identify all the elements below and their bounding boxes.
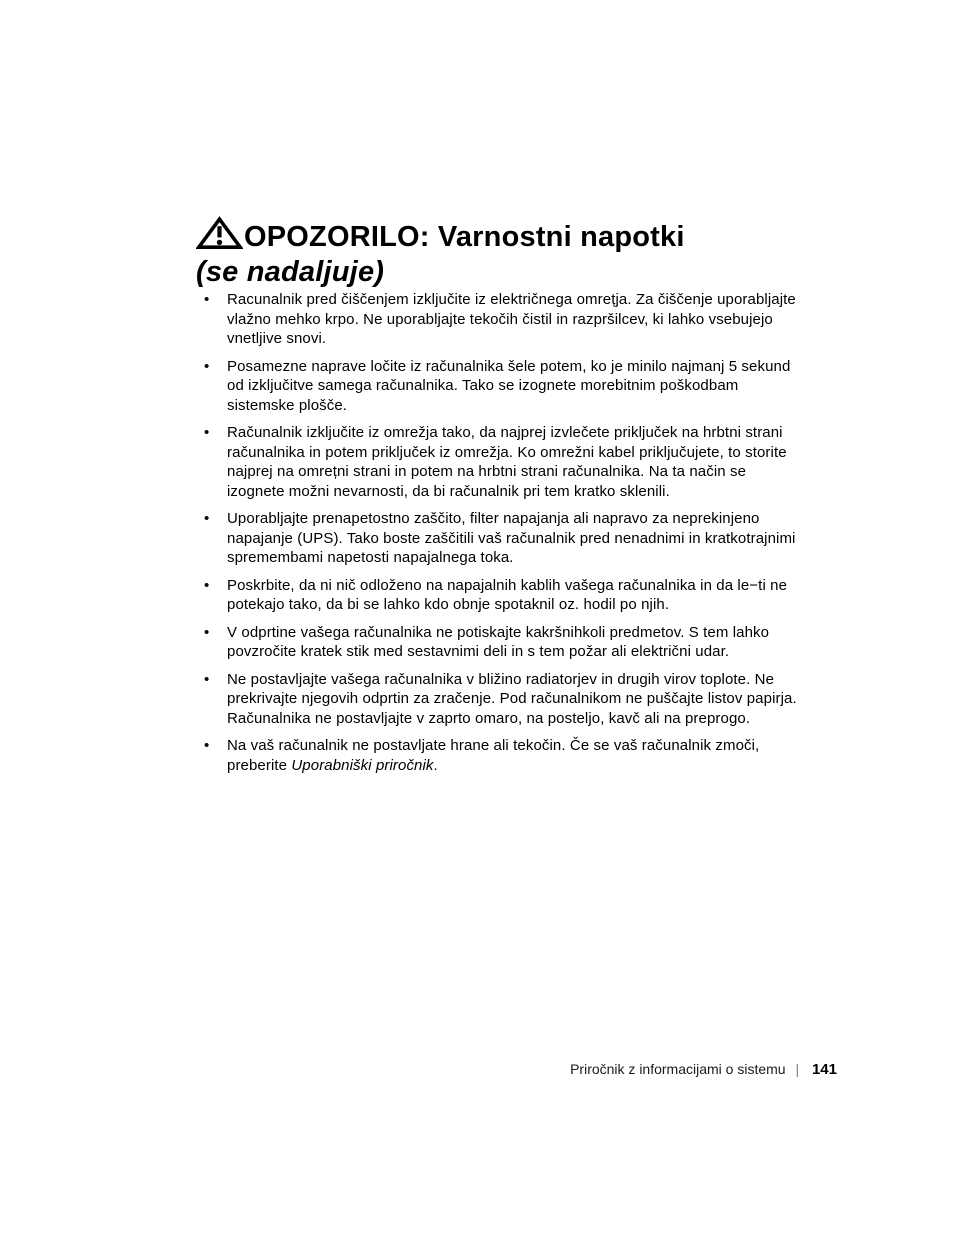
list-item: • Posamezne naprave ločite iz računalnika šele potem, ko je minilo najmanj 5 sekund od izključitve samega računalnika. Tako se izognete morebitnim poškodbam sistemske plošče. bbox=[196, 357, 806, 416]
list-item: • V odprtine vašega računalnika ne potiskajte kakršnihkoli predmetov. S tem lahko povzročite kratek stik med sestavnimi deli in s tem požar ali električni udar. bbox=[196, 623, 806, 662]
heading-line2: (se nadaljuje) bbox=[196, 256, 385, 288]
page-title bbox=[196, 216, 685, 288]
heading-line1: OPOZORILO: Varnostni napotki bbox=[244, 221, 685, 253]
list-item-text: Na vaš računalnik ne postavljate hrane ali tekočin. Če se vaš računalnik zmoči, preberite bbox=[227, 737, 760, 774]
list-item: • Poskrbite, da ni nič odloženo na napajalnih kablih vašega računalnika in da le−ti ne potekajo tako, da bi se lahko kdo obnje spotaknil oz. hodil po njih. bbox=[196, 576, 806, 615]
warning-triangle-icon bbox=[196, 216, 243, 257]
list-item: • Uporabljajte prenapetostno zaščito, filter napajanja ali napravo za neprekinjeno napajanje (UPS). Tako boste zaščitili vaš računalnik pred nenadnimi in kratkotrajnimi spremembami napetosti napajalnega toka. bbox=[196, 509, 806, 568]
list-item: • Racunalnik pred čiščenjem izključite iz električnega omrețja. Za čiščenje uporabljajte vlažno mehko krpo. Ne uporabljajte tekočih čistil in razpršilcev, ki lahko vsebujejo vnetljive snovi. bbox=[196, 290, 806, 349]
list-item bbox=[196, 736, 806, 775]
footer-page-number: 141 bbox=[811, 1061, 837, 1078]
footer-doc-title: Priročnik z informacijami o sistemu bbox=[570, 1061, 786, 1077]
footer-separator: | bbox=[795, 1061, 799, 1078]
list-item-suffix: . bbox=[433, 756, 438, 774]
list-item: • Ne postavljajte vašega računalnika v bližino radiatorjev in drugih virov toplote. Ne prekrivajte njegovih odprtin za zračenje. Pod računalnikom ne puščajte listov papirja. Računalnika ne postavljajte v zaprto omaro, na posteljo, kavč ali na preprogo. bbox=[196, 670, 806, 729]
manual-title-italic: Uporabniški priročnik bbox=[291, 756, 434, 774]
safety-instructions-list bbox=[196, 290, 806, 783]
list-item: • Računalnik izključite iz omrežja tako, da najprej izvlečete priključek na hrbtni strani računalnika in potem priključek iz omrežja. Ko omrežni kabel priključujete, to storite najprej na omrețni strani in potem na hrbtni strani računalnika. Na ta način se izognete možni nevarnosti, da bi računalnik pri tem kratko sklenili. bbox=[196, 423, 806, 501]
page-footer bbox=[0, 1060, 837, 1079]
